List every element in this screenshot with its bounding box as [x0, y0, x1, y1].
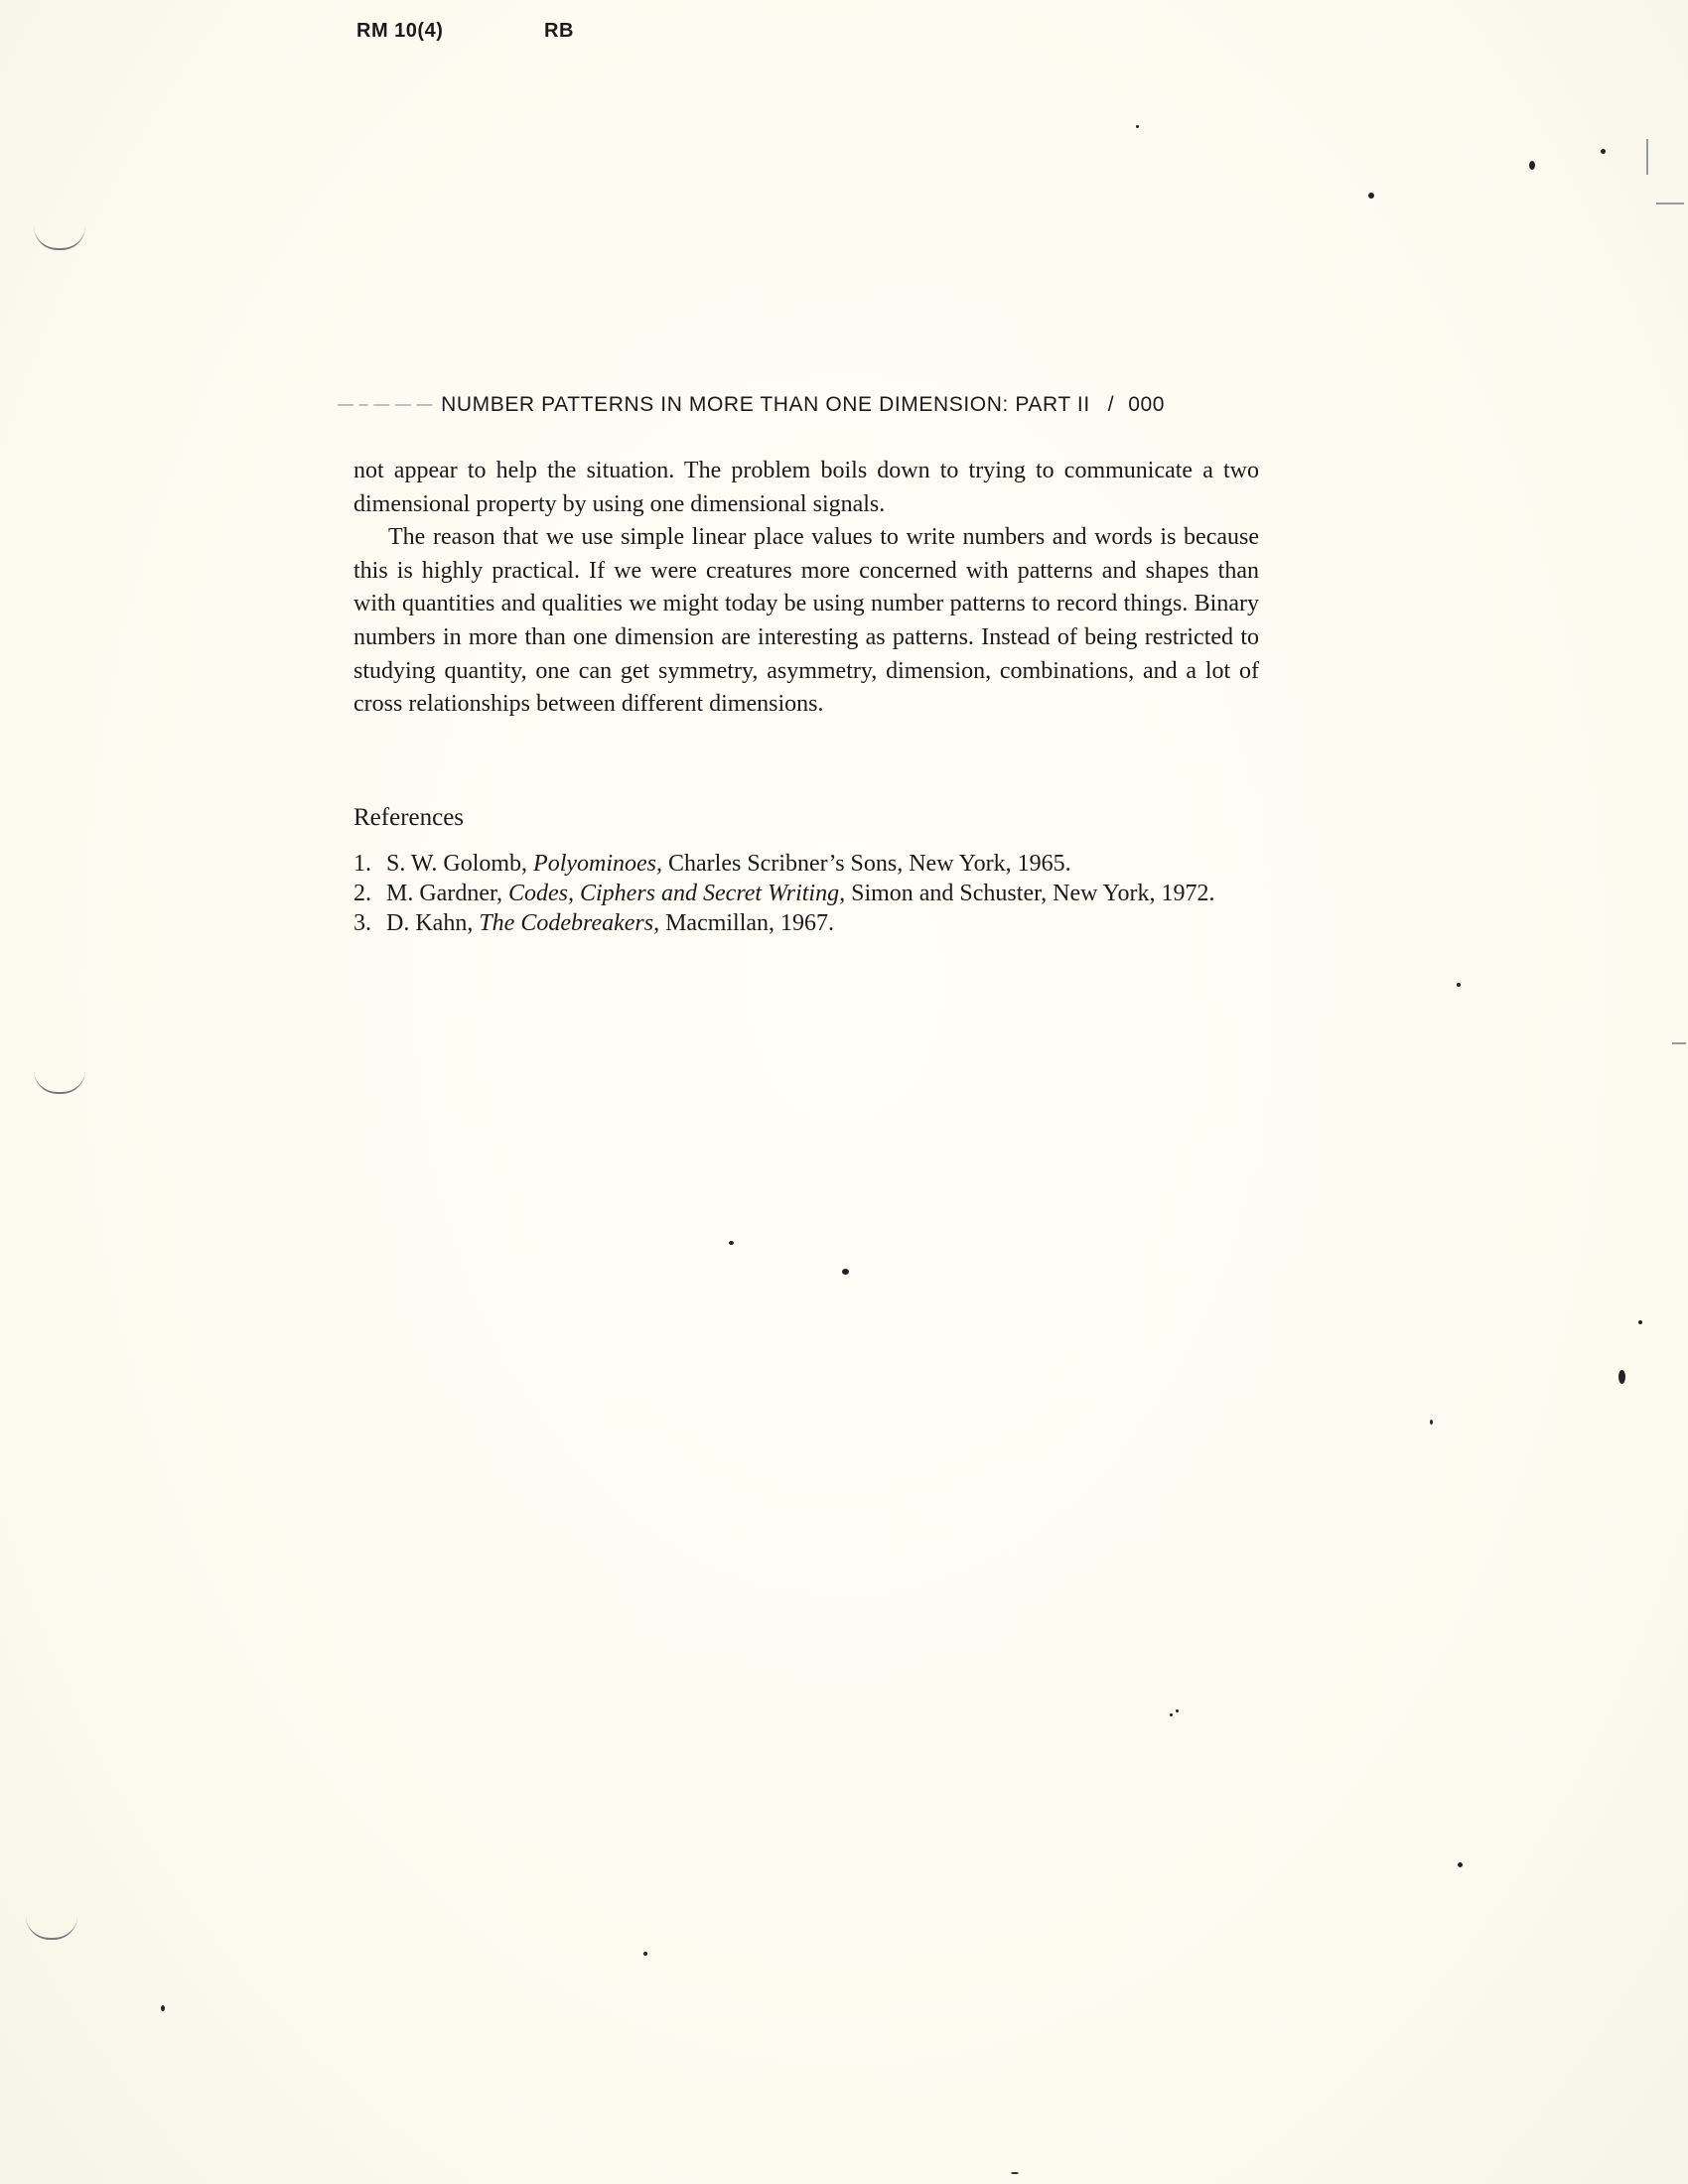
- speck: [1170, 1713, 1173, 1716]
- speck: [1136, 125, 1139, 128]
- speck: [1368, 193, 1374, 199]
- body-text: [353, 455, 1259, 722]
- speck: [842, 1269, 849, 1275]
- reference-text: [386, 908, 1237, 938]
- running-head: [338, 393, 1266, 417]
- page-number: 000: [1128, 393, 1166, 416]
- reference-title: Polyominoes,: [533, 851, 663, 877]
- paragraph: not appear to help the situation. The problem boils down to trying to communicate a two dimensional property by using one dimensional signals.: [353, 458, 1259, 517]
- page-edge-mark: [1672, 1042, 1686, 1044]
- punch-hole-mark: [26, 1916, 77, 1940]
- speck: [1638, 1320, 1642, 1324]
- reference-item: [353, 849, 1237, 879]
- leader-dashes: — – — — —: [338, 396, 434, 413]
- reference-number: 3.: [353, 910, 371, 936]
- reference-author: M. Gardner,: [386, 881, 502, 906]
- page-edge-mark: [1646, 139, 1648, 175]
- reference-title: The Codebreakers,: [479, 910, 660, 936]
- reference-item: [353, 908, 1237, 938]
- speck: [1601, 149, 1606, 154]
- page-edge-mark: [1656, 203, 1684, 205]
- reference-author: S. W. Golomb,: [386, 851, 528, 877]
- speck: [161, 2005, 165, 2011]
- running-head-title: NUMBER PATTERNS IN MORE THAN ONE DIMENSION: PART II: [441, 393, 1090, 416]
- reference-publisher: Charles Scribner’s Sons, New York, 1965.: [668, 851, 1071, 877]
- running-head-separator: /: [1107, 393, 1115, 416]
- speck: [1011, 2172, 1019, 2174]
- punch-hole-mark: [34, 226, 85, 250]
- speck: [1618, 1370, 1625, 1384]
- speck: [1458, 1862, 1463, 1867]
- document-code: RM 10(4): [356, 20, 444, 42]
- reference-number: 2.: [353, 881, 371, 906]
- references-list: [353, 849, 1237, 938]
- speck: [643, 1952, 647, 1956]
- speck: [1529, 161, 1535, 170]
- reference-author: D. Kahn,: [386, 910, 474, 936]
- speck: [1176, 1709, 1179, 1712]
- punch-hole-mark: [34, 1070, 85, 1094]
- reference-publisher: Macmillan, 1967.: [665, 910, 835, 936]
- paragraph: The reason that we use simple linear place values to write numbers and words is because this is highly practical. If we were creatures more concerned with patterns and shapes than with quantities and qualities we might today be using number patterns to record things. Binary numbers in more than one dimension are interesting as patterns. Instead of being restricted to studying quantity, one can get symmetry, asymmetry, dimension, combinations, and a lot of cross relationships between different dimensions.: [353, 524, 1259, 718]
- speck: [1457, 983, 1461, 987]
- references-heading: References: [353, 804, 465, 831]
- reference-text: [386, 849, 1237, 879]
- reference-title: Codes, Ciphers and Secret Writing,: [508, 881, 846, 906]
- reference-publisher: Simon and Schuster, New York, 1972.: [851, 881, 1215, 906]
- speck: [1430, 1420, 1433, 1425]
- reference-item: [353, 879, 1237, 908]
- reference-number: 1.: [353, 851, 371, 877]
- speck: [729, 1241, 734, 1245]
- document-initials: RB: [544, 20, 574, 42]
- reference-text: [386, 879, 1237, 908]
